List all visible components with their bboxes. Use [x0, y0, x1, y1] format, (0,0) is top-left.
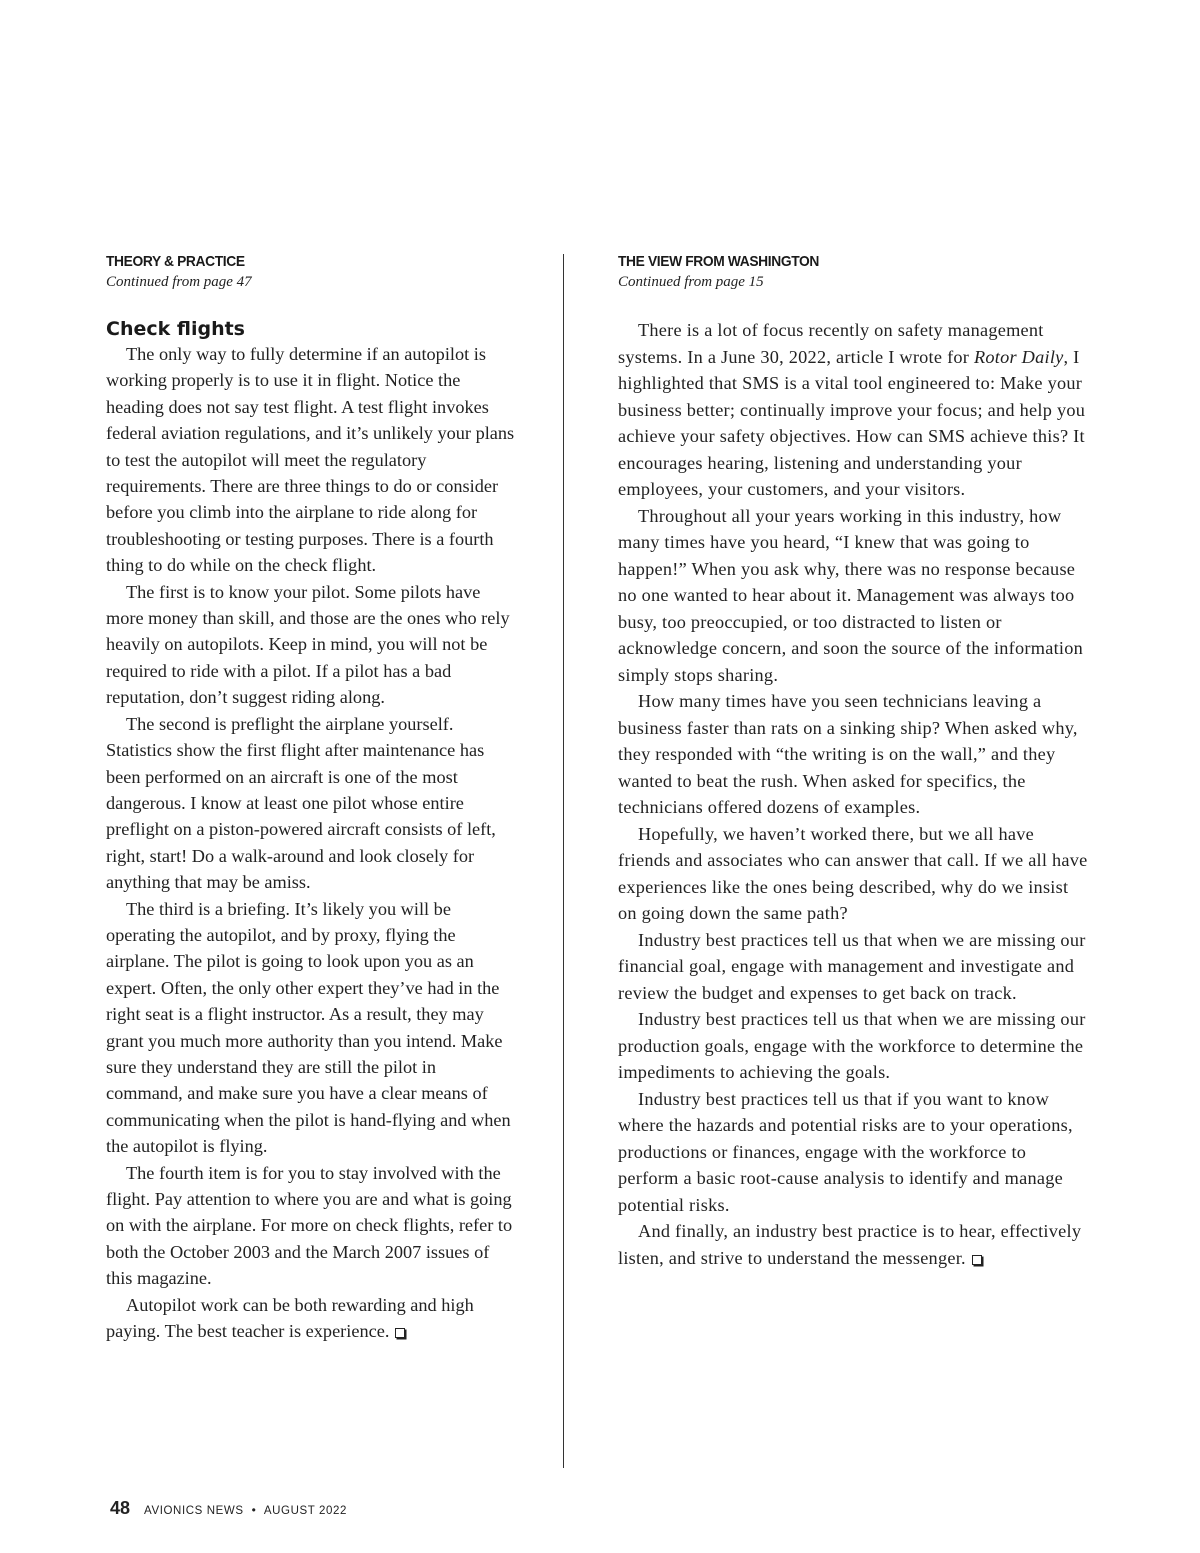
paragraph: The third is a briefing. It’s likely you will be operating the autopilot, and by proxy, flying the airplane. The pilot is going to look upon you as an expert. Often, the only other expert they’ve had in the right seat is a flight instructor. As a result, they may grant you much more authority than you intend. Make sure they understand they are still the pilot in command, and make sure you have a clear means of communicating when the pilot is hand-flying and when the autopilot is flying. — [106, 898, 511, 1157]
footer-bullet: • — [251, 1503, 256, 1517]
publication-title: Rotor Daily — [973, 346, 1064, 367]
paragraph — [106, 1292, 516, 1345]
paragraph: Industry best practices tell us that if you want to know where the hazards and potential risks are to your operations, productions or finances, engage with the workforce to perform a basic root-cause analysis to identify and manage potential risks. — [618, 1088, 1073, 1215]
paragraph: Industry best practices tell us that when we are missing our production goals, engage with the workforce to determine the impediments to achieving the goals. — [618, 1009, 1086, 1082]
left-article-body — [106, 341, 516, 1344]
page-footer — [110, 1498, 347, 1519]
issue-date: AUGUST 2022 — [263, 1505, 347, 1517]
paragraph: The second is preflight the airplane yourself. Statistics show the first flight after maintenance has been performed on an aircraft is one of the most dangerous. I know at least one pilot whose entire preflight on a piston-powered aircraft consists of left, right, start! Do a walk-around and look closely for anything that may be amiss. — [106, 713, 496, 893]
paragraph: The fourth item is for you to stay involved with the flight. Pay attention to where you are and what is going on with the airplane. For more on check flights, refer to both the October 2003 and the March 2007 issues of this magazine. — [106, 1162, 513, 1289]
paragraph-text: Autopilot work can be both rewarding and high paying. The best teacher is experience. — [106, 1294, 474, 1342]
right-column — [618, 252, 1088, 1271]
end-mark-icon — [395, 1328, 405, 1338]
right-article-body — [618, 317, 1088, 1271]
paragraph: Hopefully, we haven’t worked there, but we all have friends and associates who can answer that call. If we all have experiences like the ones being described, why do we insist on going down the same path? — [618, 823, 1088, 923]
right-continued-note: Continued from page 15 — [618, 274, 764, 290]
end-mark-icon — [972, 1255, 982, 1265]
paragraph-text: And finally, an industry best practice is to hear, effectively listen, and strive to understand the messenger. — [618, 1221, 1082, 1268]
paragraph: Industry best practices tell us that when we are missing our financial goal, engage with management and investigate and review the budget and expenses to get back on track. — [618, 929, 1086, 1003]
paragraph: The first is to know your pilot. Some pilots have more money than skill, and those are the ones who rely heavily on autopilots. Keep in mind, you will not be required to ride with a pilot. If a pilot has a bad reputation, don’t suggest riding along. — [106, 581, 510, 708]
paragraph — [618, 1218, 1088, 1271]
publication-name: AVIONICS NEWS — [144, 1505, 244, 1517]
paragraph: There is a lot of focus recently on safety management systems. In a June 30, 2022, article I wrote for Rotor Daily, I highlighted that SMS is a vital tool engineered to: Make your business better; continually improve your focus; and help you achieve your safety objectives. How can SMS achieve this? It encourages hearing, listening and understanding your employees, your customers, and your visitors. — [618, 320, 1086, 499]
paragraph: The only way to fully determine if an autopilot is working properly is to use it in flight. Notice the heading does not say test flight. A test flight invokes federal aviation regulations, and it’s unlikely your plans to test the autopilot will meet the regulatory requirements. There are three things to do or consider before you climb into the airplane to ride along for troubleshooting or testing purposes. There is a fourth thing to do while on the check flight. — [106, 344, 515, 576]
left-continued-note: Continued from page 47 — [106, 274, 252, 290]
paragraph: How many times have you seen technicians leaving a business faster than rats on a sinking ship? When asked why, they responded with “the writing is on the wall,” and they wanted to beat the rush. When asked for specifics, the technicians offered dozens of examples. — [618, 691, 1078, 817]
page-number: 48 — [110, 1498, 131, 1518]
left-column — [106, 252, 516, 1344]
right-kicker: THE VIEW FROM WASHINGTON — [618, 253, 819, 270]
check-flights-subhead: Check flights — [106, 318, 245, 340]
column-divider — [563, 254, 564, 1468]
left-kicker: THEORY & PRACTICE — [106, 253, 245, 270]
paragraph: Throughout all your years working in this industry, how many times have you heard, “I knew that was going to happen!” When you ask why, there was no response because no one wanted to hear about it. Management was always too busy, too preoccupied, or too distracted to listen or acknowledge concern, and soon the source of the information simply stops sharing. — [618, 505, 1084, 685]
